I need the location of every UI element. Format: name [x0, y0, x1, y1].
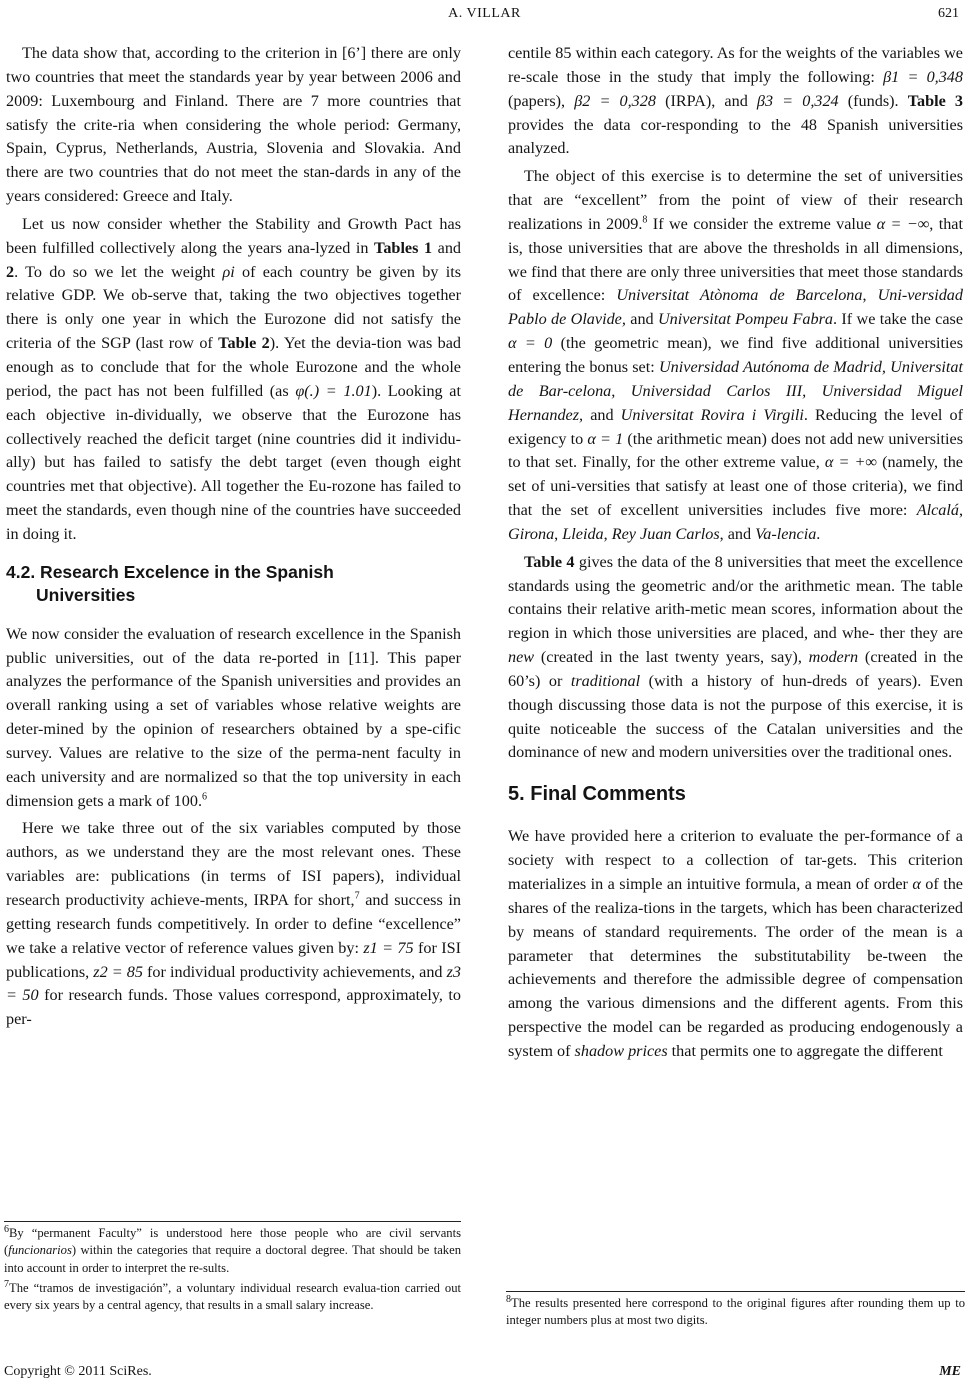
- text: of the shares of the realiza-tions in the targets, which has been characterized by means of standard requirements. The order of the mean is a parameter that determines the substitutability be-tween the achievements and therefore the admissible degree of compensation among the various dimensions and the different agents. From this perspective the model can be regarded as producing endogenously a system of: [508, 875, 963, 1060]
- heading-line: 4.2. Research Excelence in the Spanish: [6, 561, 334, 582]
- text: (papers),: [508, 91, 575, 110]
- text: (created in the 60’s) or: [508, 648, 964, 690]
- text: . To do so we let the weight: [14, 262, 223, 281]
- footnote-number: 8: [506, 1293, 511, 1305]
- text: for individual productivity achievements, and: [142, 962, 447, 981]
- page-number: 621: [938, 6, 959, 21]
- text: Let us now consider whether the Stability and Growth Pact has been fulfilled collectively along the years ana-lyzed in: [6, 214, 461, 257]
- paragraph-countries-standards: The data show that, according to the criterion in [6’] there are only two countries that meet the standards year by year between 2006 and 2009: Luxembourg and Finland. There are 7 more countries that satisfy the crite-ria when considering the whole period: Germany, Spain, Cyprus, Netherlands, Austria, Slovenia and Slovakia. And there are two countries that do not meet the stan-dards in any of the years considered: Greece and Italy.: [6, 44, 461, 206]
- footnote-marker: 7: [354, 890, 360, 902]
- text: centile 85 within each category. As for the weights of the variables we re-scale those in the study that imply the following:: [508, 44, 963, 86]
- paragraph-weights: [508, 42, 963, 161]
- section-heading-4-2: [6, 561, 461, 607]
- math-z2: z2 = 85: [93, 962, 143, 981]
- text: funcionarios: [8, 1243, 72, 1258]
- university-name: Rey Juan Carlos: [611, 524, 720, 543]
- paragraph-final-comments: [508, 825, 963, 1063]
- text: .: [816, 524, 821, 543]
- footer-copyright: Copyright © 2011 SciRes.: [4, 1364, 152, 1379]
- table-ref: Table 2: [218, 334, 270, 353]
- text: . If we take the case: [833, 310, 964, 329]
- text: (created in the last twenty years, say),: [534, 648, 809, 667]
- text: The object of this exercise is to determine the set of universities that are “excellent” from the point of view of their research realizations in 2009.: [508, 167, 963, 233]
- math-beta3: β3 = 0,324: [756, 91, 839, 110]
- text: ). Yet the devia-tion was bad enough as to conclude that for the whole Eurozone and the whole period, the pact has not been fulfilled (as: [6, 334, 462, 400]
- footnote-marker: 8: [642, 214, 648, 226]
- university-name: Uni-versidad Pablo de Olavide,: [508, 286, 963, 329]
- footnote-number: 7: [4, 1278, 9, 1290]
- text: and: [625, 310, 658, 329]
- footer-journal: ME: [939, 1364, 961, 1379]
- footnote-marker: 6: [202, 791, 208, 803]
- text: (funds).: [838, 91, 908, 110]
- paragraph-excellent-universities: [508, 165, 963, 547]
- right-footnotes: [506, 1291, 965, 1330]
- text: and: [583, 405, 621, 424]
- text: (namely, the set of uni-versities that satisfy at least one of those criteria), we find that the set of excellent universities includes five more:: [508, 453, 963, 520]
- table-ref: Table 3: [907, 91, 964, 110]
- text: (IRPA), and: [655, 91, 757, 110]
- text: ,: [554, 524, 563, 543]
- table-ref: Tables 1: [374, 238, 433, 257]
- running-header-author: A. VILLAR: [448, 6, 521, 21]
- left-column: [6, 42, 461, 1036]
- text: that permits one to aggregate the different: [667, 1041, 943, 1060]
- right-column: [508, 42, 963, 1068]
- footnote-8: [506, 1295, 965, 1330]
- footnote-rule: [506, 1291, 965, 1292]
- math-z3: z3 = 50: [6, 962, 461, 1005]
- term: shadow prices: [574, 1041, 668, 1060]
- university-name: Universitat Rovira i Virgili: [620, 405, 804, 424]
- text: and success in getting research funds competitively. In order to define “excellence” we take a relative vector of reference values given by:: [6, 891, 461, 957]
- paragraph-table4: [508, 551, 963, 766]
- paragraph-stability-pact: [6, 213, 461, 547]
- footnote-7: [4, 1280, 461, 1315]
- university-name: Va-lencia: [755, 524, 817, 543]
- text: ). Looking at each objective in-dividually, we observe that the Eurozone has collectively reached the deficit target (nine countries did it individu-ally) but has failed to satisfy the debt target (even though eight countries met that objective). All together the Eu-rozone has failed to meet the standards, even though nine of the countries have succeeded in doing it.: [6, 381, 461, 543]
- section-heading-5: 5. Final Comments: [508, 783, 686, 806]
- math-beta1: β1 = 0,348: [883, 67, 963, 86]
- math-alpha: α = −∞: [876, 214, 930, 233]
- footnote-number: 6: [4, 1223, 9, 1235]
- math-alpha: α = 0: [508, 334, 553, 353]
- text: ) within the categories that require a doctoral degree. That should be taken into account in order to interpret the re-sults.: [4, 1243, 461, 1275]
- university-name: Universitat Atònoma de Barcelona: [616, 286, 863, 305]
- math-z1: z1 = 75: [363, 938, 414, 957]
- math-alpha: α = +∞: [824, 453, 877, 472]
- university-name: Universitat Pompeu Fabra: [657, 310, 834, 329]
- term: traditional: [570, 671, 641, 690]
- university-name: Universidad Autónoma de Madrid, Universitat de Bar-celona, Universidad Carlos III, Universidad Miguel Hernandez,: [508, 357, 963, 424]
- text: By “permanent Faculty” is understood here those people who are civil servants (: [4, 1226, 461, 1258]
- text: ,: [603, 524, 612, 543]
- university-name: Lleida: [562, 524, 604, 543]
- paragraph-research-evaluation: [6, 623, 461, 814]
- table-ref: 2: [6, 262, 15, 281]
- footnote-6: [4, 1225, 461, 1277]
- left-footnotes: [4, 1221, 461, 1314]
- university-name: Alcalá: [916, 501, 959, 520]
- text: The “tramos de investigación”, a voluntary individual research evalua-tion carried out every six years by a central agency, that results in a small salary increase.: [4, 1280, 461, 1313]
- text: and: [432, 238, 462, 257]
- university-name: Girona: [508, 524, 555, 543]
- text: . Reducing the level of exigency to: [508, 405, 964, 448]
- text: for ISI publications,: [6, 938, 461, 981]
- table-ref: Table 4: [524, 552, 575, 571]
- heading-line: Universities: [36, 584, 136, 605]
- text: of each country be given by its relative GDP. We ob-serve that, taking the two objectives together there is only one year in which the Eurozone did not satisfy the criteria of the SGP (last row of: [6, 262, 461, 353]
- text: gives the data of the 8 universities that meet the excellence standards using the geometric and/or the arithmetic mean. The table contains their relative arith-metic mean scores, information about the region in which those universities are placed, and whe- ther they are: [508, 552, 963, 643]
- text: , and: [719, 524, 756, 543]
- text: Here we take three out of the six variables computed by those authors, as we understand they are the most relevant ones. These variables are: publications (in terms of ISI papers), individual research productivity achieve-ments, IRPA for short,: [6, 819, 461, 909]
- paragraph-variables: [6, 817, 461, 1032]
- text: ,: [958, 501, 963, 520]
- text: , that is, those universities that are above the thresholds in all dimensions, we find that there are only three universities that meet those standards of excellence:: [508, 214, 963, 305]
- text: The results presented here correspond to the original figures after rounding them up to integer numbers plus at most two digits.: [506, 1296, 965, 1328]
- text: If we consider the extreme value: [647, 214, 877, 233]
- math-beta2: β2 = 0,328: [574, 91, 656, 110]
- text: (the geometric mean), we find five additional universities entering the bonus set:: [508, 334, 964, 376]
- text: provides the data cor-responding to the 48 Spanish universities analyzed.: [508, 115, 963, 158]
- math-alpha: α = 1: [587, 429, 624, 448]
- footnote-rule: [4, 1221, 461, 1222]
- text: (with a history of hun-dreds of years). Even though discussing those data is not the purpose of this exercise, it is quite noticeable the success of the Catalan universities and the dominance of new and modern universities over the traditional ones.: [508, 671, 963, 762]
- text: ,: [862, 286, 878, 305]
- text: We now consider the evaluation of research excellence in the Spanish public universities, out of the data re-ported in [11]. This paper analyzes the performance of the Spanish universities and provides an overall ranking using a set of variables whose relative weights are deter-mined by the opinion of researchers obtained by a spe-cific survey. Values are relative to the size of the perma-nent faculty in each university and are normalized so that the top university in each dimension gets a mark of 100.: [6, 624, 461, 810]
- text: for research funds. Those values correspond, approximately, to per-: [6, 986, 461, 1029]
- term: new: [508, 648, 535, 667]
- math-alpha: α: [912, 875, 921, 893]
- math-phi: φ(.) = 1.01: [295, 381, 372, 400]
- text: (the arithmetic mean) does not add new universities to that set. Finally, for the other extreme value,: [508, 429, 964, 472]
- text: We have provided here a criterion to evaluate the per-formance of a society with respect to a collection of tar-gets. This criterion materializes in a simple an intuitive formula, a mean of order: [508, 827, 963, 893]
- math-rho: ρi: [222, 262, 235, 281]
- term: modern: [808, 648, 859, 667]
